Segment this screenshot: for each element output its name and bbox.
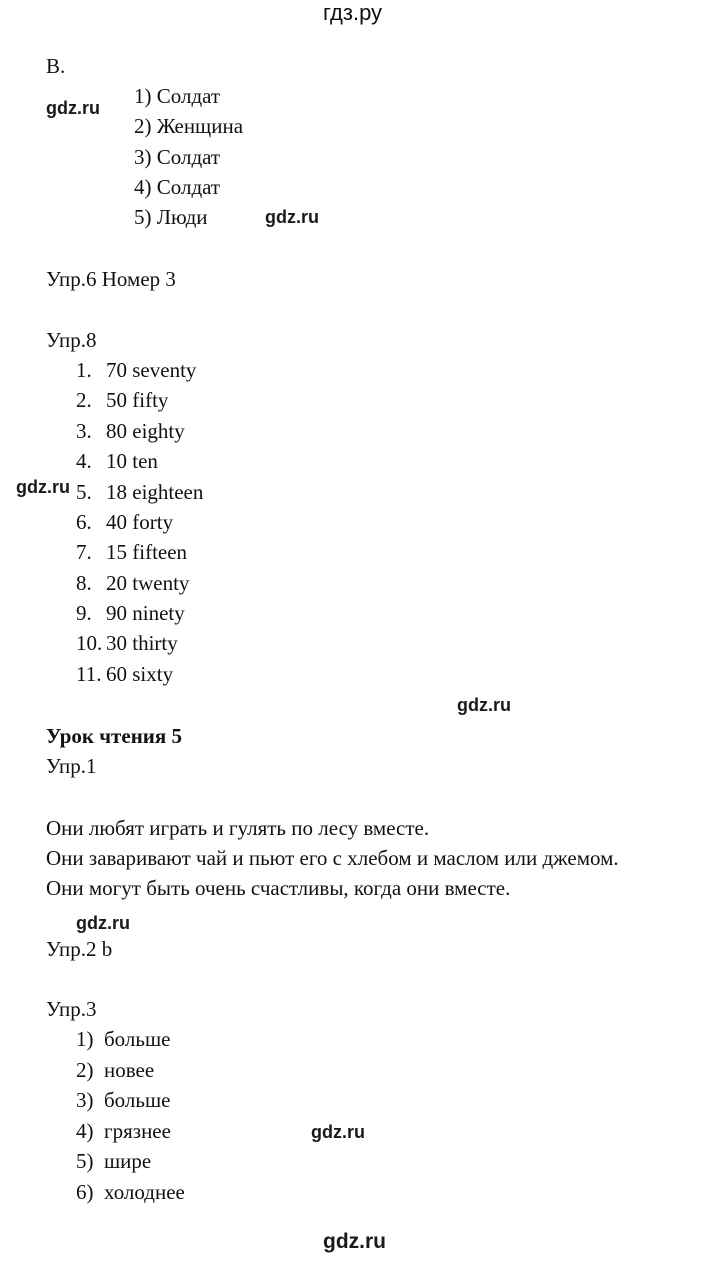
exercise-2: Упр.2 b (46, 937, 113, 961)
list-item: 8. 20 twenty (76, 571, 190, 595)
watermark: gdz.ru (311, 1122, 365, 1142)
list-item: 1. 70 seventy (76, 358, 197, 382)
list-item: 5) Люди (134, 205, 208, 229)
watermark: gdz.ru (457, 695, 511, 715)
list-item: 6) холоднее (76, 1180, 185, 1204)
list-item: 4. 10 ten (76, 449, 158, 473)
sentence: Они заваривают чай и пьют его с хлебом и маслом или джемом. (46, 846, 619, 870)
list-item: 2) новее (76, 1058, 155, 1082)
exercise-1: Упр.1 (46, 754, 97, 778)
watermark: gdz.ru (16, 477, 70, 497)
list-item: 7. 15 fifteen (76, 540, 188, 564)
sentence: Они любят играть и гулять по лесу вместе. (46, 816, 430, 840)
list-item: 11. 60 sixty (76, 662, 174, 686)
lesson-title: Урок чтения 5 (46, 724, 183, 748)
list-item: 6. 40 forty (76, 510, 174, 534)
sentence: Они могут быть очень счастливы, когда они вместе. (46, 876, 511, 900)
watermark: gdz.ru (46, 98, 100, 118)
exercise-3-title: Упр.3 (46, 997, 97, 1021)
list-item: 5. 18 eighteen (76, 480, 204, 504)
list-item: 3) больше (76, 1088, 171, 1112)
exercise-8-title: Упр.8 (46, 328, 97, 352)
list-item: 1) Солдат (134, 84, 221, 108)
list-item: 2. 50 fifty (76, 388, 169, 412)
watermark: gdz.ru (265, 207, 319, 227)
watermark: gdz.ru (76, 913, 130, 933)
list-item: 4) Солдат (134, 175, 221, 199)
watermark: gdz.ru (323, 1230, 386, 1253)
site-header: гдз.ру (323, 0, 383, 25)
list-item: 3) Солдат (134, 145, 221, 169)
section-b-label: B. (46, 54, 66, 78)
list-item: 2) Женщина (134, 114, 244, 138)
list-item: 4) грязнее (76, 1119, 171, 1143)
exercise-6: Упр.6 Номер 3 (46, 267, 176, 291)
list-item: 9. 90 ninety (76, 601, 185, 625)
list-item: 1) больше (76, 1027, 171, 1051)
list-item: 5) шире (76, 1149, 152, 1173)
list-item: 3. 80 eighty (76, 419, 185, 443)
list-item: 10. 30 thirty (76, 631, 178, 655)
